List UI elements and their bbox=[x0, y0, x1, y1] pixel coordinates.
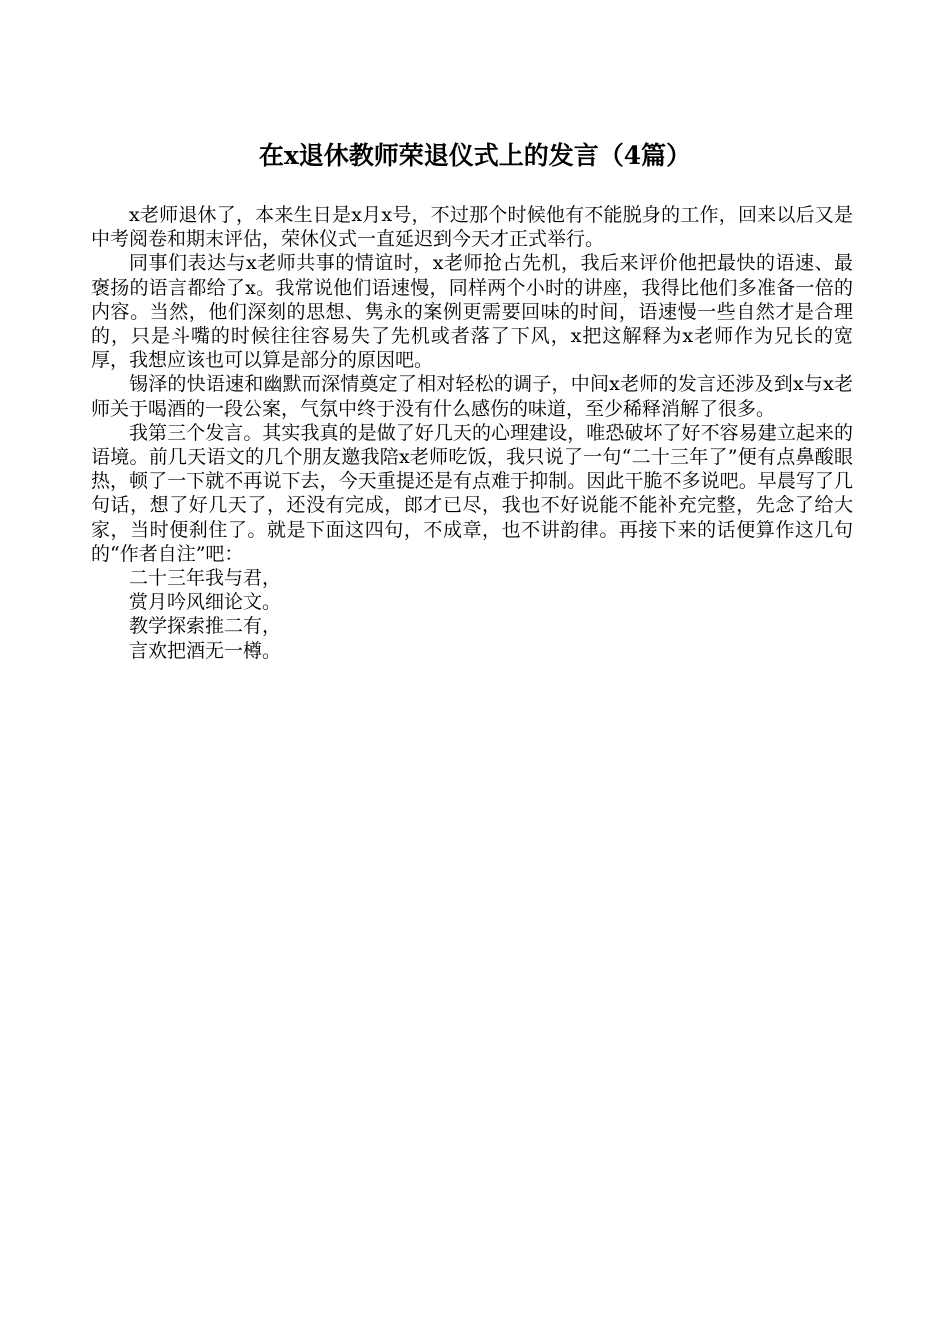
poem-line: 言欢把酒无一樽。 bbox=[129, 639, 282, 662]
document-body bbox=[91, 203, 853, 663]
paragraph: x老师退休了，本来生日是x月x号，不过那个时候他有不能脱身的工作，回来以后又是中考阅卷和期末评估，荣休仪式一直延迟到今天才正式举行。 bbox=[91, 204, 853, 251]
paragraph: 我第三个发言。其实我真的是做了好几天的心理建设，唯恐破坏了好不容易建立起来的语境。前几天语文的几个朋友邀我陪x老师吃饭，我只说了一句“二十三年了”便有点鼻酸眼热，顿了一下就不再说下去，今天重提还是有点难于抑制。因此干脆不多说吧。早晨写了几句话，想了好几天了，还没有完成，郎才已尽，我也不好说能不能补充完整，先念了给大家，当时便刹住了。就是下面这四句，不成章，也不讲韵律。再接下来的话便算作这几句的“作者自注”吧： bbox=[91, 421, 853, 565]
poem-line: 赏月吟风细论文。 bbox=[129, 591, 282, 614]
document-title: 在x退休教师荣退仪式上的发言（4篇） bbox=[258, 141, 692, 170]
poem-line: 教学探索推二有， bbox=[129, 615, 282, 638]
paragraph: 锡泽的快语速和幽默而深情奠定了相对轻松的调子，中间x老师的发言还涉及到x与x老师关于喝酒的一段公案，气氛中终于没有什么感伤的味道，至少稀释消解了很多。 bbox=[91, 373, 853, 420]
paragraph: 同事们表达与x老师共事的情谊时，x老师抢占先机，我后来评价他把最快的语速、最褒扬的语言都给了x。我常说他们语速慢，同样两个小时的讲座，我得比他们多准备一倍的内容。当然，他们深刻的思想、隽永的案例更需要回味的时间，语速慢一些自然才是合理的，只是斗嘴的时候往往容易失了先机或者落了下风，x把这解释为x老师作为兄长的宽厚，我想应该也可以算是部分的原因吧。 bbox=[91, 252, 853, 372]
poem-line: 二十三年我与君， bbox=[129, 567, 282, 590]
